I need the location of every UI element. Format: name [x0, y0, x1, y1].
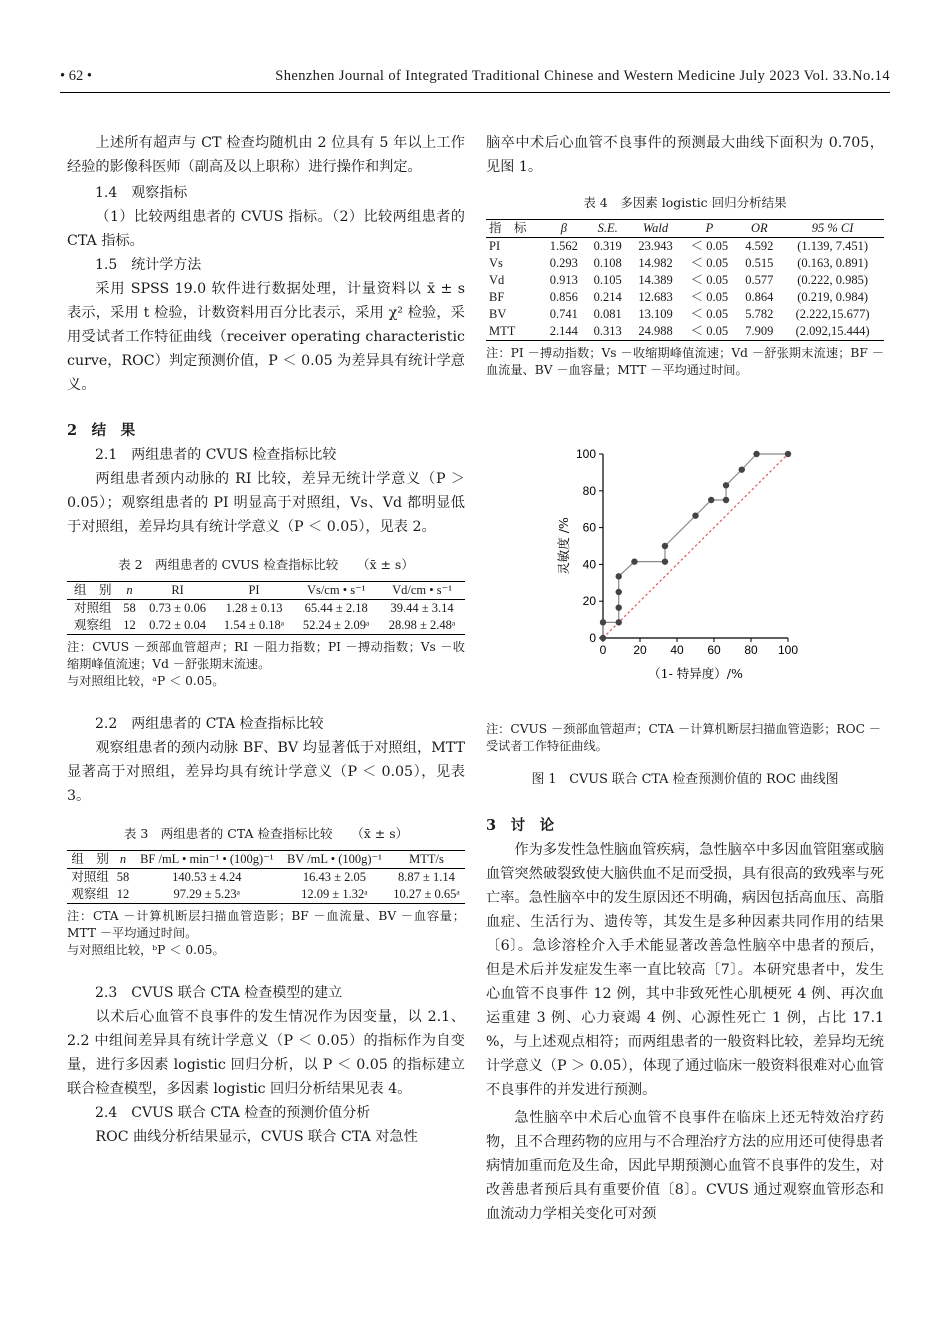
table-4: [486, 219, 884, 341]
para-2-2: 观察组患者的颈内动脉 BF、BV 均显著低于对照组，MTT 显著高于对照组，差异均具有统计学意义（P ＜ 0.05），见表 3。: [67, 740, 465, 804]
table-2-head-cell: Vs/cm • s⁻¹: [293, 582, 379, 600]
right-column: [486, 131, 884, 379]
roc-point: [662, 558, 668, 564]
table-cell: 28.98 ± 2.48ᵃ: [379, 617, 465, 635]
table-cell: 58: [116, 870, 130, 884]
roc-point: [739, 466, 745, 472]
table-cell: 65.44 ± 2.18: [304, 601, 368, 615]
para-1-5: 采用 SPSS 19.0 软件进行数据处理，计量资料以 x̄ ± s 表示，采用 t 检验，计数资料用百分比表示，采用 χ² 检验，采用受试者工作特征曲线（receiver operating characteristic curve，ROC）判定预测价值，P ＜ 0.05 为差异具有统计学意义。: [67, 281, 465, 393]
table-3-caption: 表 3 两组患者的 CTA 检查指标比较 （x̄ ± s）: [123, 826, 409, 841]
table-cell: 2.144: [542, 323, 586, 341]
table-2-note: 注：CVUS －颈部血管超声；RI －阻力指数；PI －搏动指数；Vs －收缩期峰值流速；Vd －舒张期末流速。: [67, 640, 465, 671]
heading-2: 2 结 果: [67, 422, 136, 439]
table-cell: (0.219, 0.984): [797, 290, 869, 304]
roc-point: [600, 635, 606, 641]
table-cell: ＜ 0.05: [681, 323, 737, 341]
table-cell: 10.27 ± 0.65ᵃ: [388, 886, 465, 904]
heading-2-1: 2.1 两组患者的 CVUS 检查指标比较: [95, 447, 337, 463]
table-cell: 对照组: [71, 870, 109, 884]
table-row: [67, 617, 465, 635]
roc-point: [616, 604, 622, 610]
heading-1-4: 1.4 观察指标: [95, 185, 188, 201]
x-tick-label: 20: [633, 643, 647, 657]
table-4-header: [486, 220, 884, 238]
table-cell: 观察组: [67, 617, 119, 635]
table-row: [486, 289, 884, 306]
table-cell: 0.293: [549, 256, 578, 270]
y-tick-label: 20: [582, 594, 596, 609]
table-cell: (1.139, 7.451): [797, 239, 869, 253]
table-3-note: 注：CTA －计算机断层扫描血管造影；BF －血流量、BV －血容量；MTT －平均通过时间。: [67, 909, 465, 940]
table-cell: BV: [489, 307, 507, 321]
y-tick-label: 80: [582, 483, 596, 498]
table-4-body: [486, 238, 884, 341]
figure-1-caption: 图 1 CVUS 联合 CTA 检查预测价值的 ROC 曲线图: [531, 772, 839, 787]
x-axis-label: （1- 特异度）/%: [648, 666, 743, 681]
y-tick-label: 40: [582, 557, 596, 572]
para-3a: 作为多发性急性脑血管疾病，急性脑卒中多因血管阻塞或脑血管突然破裂致使大脑供血不足而受损，具有很高的致残率与死亡率。急性脑卒中的发生原因还不明确，病因包括高血压、高脂血症、生活行为、遗传等，其发生是多种因素共同作用的结果〔6〕。急诊溶栓介入手术能显著改善急性脑卒中患者的预后，但是术后并发症发生率一直比较高〔7〕。本研究患者中，发生心血管不良事件 12 例，其中非致死性心肌梗死 4 例、再次血运重建 3 例、心力衰竭 4 例、心源性死亡 1 例，占比 17.1 %，与上述观点相符；而两组患者的一般资料比较，差异均无统计学意义（P ＞ 0.05），体现了通过临床一般资料很难对心血管不良事件的并发进行预测。: [486, 842, 884, 1098]
header-rule: [60, 92, 890, 93]
table-cell: 14.389: [638, 273, 673, 287]
table-4-head-cell: S.E.: [586, 220, 630, 238]
table-4-head-cell: P: [681, 220, 737, 238]
table-cell: 0.577: [745, 273, 774, 287]
table-cell: 0.913: [549, 273, 578, 287]
y-tick-label: 60: [582, 520, 596, 535]
table-2-notes: [67, 639, 465, 690]
table-2-head-cell: PI: [215, 582, 293, 600]
table-4-head-cell: 指 标: [486, 220, 542, 238]
table-3-head-cell: MTT/s: [388, 851, 465, 869]
x-tick-label: 80: [744, 643, 758, 657]
roc-point: [785, 451, 791, 457]
table-cell: 1.562: [549, 239, 578, 253]
table-cell: 0.864: [745, 290, 774, 304]
roc-point: [692, 512, 698, 518]
table-cell: 12: [119, 617, 141, 635]
table-row: [67, 869, 465, 887]
table-cell: (2.092,15.444): [781, 323, 884, 341]
table-cell: 97.29 ± 5.23ᵃ: [133, 886, 281, 904]
table-3-head-cell: BF /mL • min⁻¹ • (100g)⁻¹: [133, 851, 281, 869]
table-cell: 16.43 ± 2.05: [302, 870, 366, 884]
table-cell: ＜ 0.05: [690, 307, 729, 321]
para-3b: 急性脑卒中术后心血管不良事件在临床上还无特效治疗药物，且不合理药物的应用与不合理治疗方法的应用还可使得患者病情加重而危及生命，因此早期预测心血管不良事件的发生，对改善患者预后具有重要价值〔8〕。CVUS 通过观察血管形态和血流动力学相关变化可对颈: [486, 1110, 884, 1222]
table-cell: 7.909: [737, 323, 781, 341]
table-cell: 24.988: [630, 323, 682, 341]
table-2-head-cell: Vd/cm • s⁻¹: [379, 582, 465, 600]
reference-line: [603, 454, 788, 638]
table-2-head-cell: 组 别: [67, 582, 119, 600]
x-tick-label: 100: [777, 643, 799, 657]
roc-point: [616, 619, 622, 625]
table-cell: (0.163, 0.891): [797, 256, 869, 270]
table-cell: PI: [489, 239, 501, 253]
table-cell: 58: [123, 601, 136, 615]
table-2-note-sig: 与对照组比较，ᵃP ＜ 0.05。: [67, 674, 225, 688]
para-2-4: ROC 曲线分析结果显示，CVUS 联合 CTA 对急性: [95, 1129, 418, 1145]
x-tick-label: 40: [670, 643, 684, 657]
table-cell: ＜ 0.05: [690, 290, 729, 304]
table-cell: 13.109: [638, 307, 673, 321]
table-3-head-cell: BV /mL • (100g)⁻¹: [281, 851, 388, 869]
table-cell: ＜ 0.05: [690, 239, 729, 253]
right-column-discussion: [486, 814, 884, 1226]
table-row: [486, 238, 884, 256]
table-cell: 52.24 ± 2.09ᵃ: [293, 617, 379, 635]
para-1-4: （1）比较两组患者的 CVUS 指标。（2）比较两组患者的 CTA 指标。: [67, 209, 465, 249]
table-cell: 0.856: [549, 290, 578, 304]
table-4-head-cell: Wald: [630, 220, 682, 238]
table-cell: 1.54 ± 0.18ᵃ: [215, 617, 293, 635]
x-tick-label: 60: [707, 643, 721, 657]
roc-point: [616, 573, 622, 579]
table-4-head-cell: OR: [737, 220, 781, 238]
table-cell: 观察组: [67, 886, 113, 904]
y-tick-label: 0: [589, 631, 596, 645]
table-row: [486, 255, 884, 272]
table-4-head-cell: 95 % CI: [781, 220, 884, 238]
table-3-head-cell: 组 别: [67, 851, 113, 869]
table-cell: 12: [113, 886, 133, 904]
table-cell: 0.73 ± 0.06: [149, 601, 207, 615]
heading-3: 3 讨 论: [486, 817, 555, 834]
table-cell: 0.105: [593, 273, 622, 287]
table-cell: BF: [489, 290, 505, 304]
table-cell: 0.081: [593, 307, 622, 321]
table-2-head-cell: RI: [140, 582, 214, 600]
table-cell: ＜ 0.05: [690, 256, 729, 270]
table-row: [67, 600, 465, 618]
table-cell: 0.214: [593, 290, 622, 304]
table-3-header: [67, 851, 465, 869]
table-cell: 1.28 ± 0.13: [225, 601, 283, 615]
left-column: [67, 131, 465, 1149]
table-cell: 5.782: [745, 307, 774, 321]
table-cell: 0.72 ± 0.04: [140, 617, 214, 635]
table-4-notes: [486, 345, 884, 379]
roc-point: [662, 543, 668, 549]
page-number: • 62 •: [60, 68, 92, 84]
table-cell: 0.515: [745, 256, 774, 270]
roc-chart: [540, 440, 810, 690]
table-3-note-sig: 与对照组比较，ᵇP ＜ 0.05。: [67, 943, 225, 957]
roc-point: [600, 619, 606, 625]
table-cell: 对照组: [73, 601, 112, 615]
roc-point: [723, 482, 729, 488]
para-2-1: 两组患者颈内动脉的 RI 比较，差异无统计学意义（P ＞ 0.05）；观察组患者的 PI 明显高于对照组，Vs、Vd 都明显低于对照组，差异均具有统计学意义（P ＜ 0.05），见表 2。: [67, 471, 465, 535]
heading-2-4: 2.4 CVUS 联合 CTA 检查的预测价值分析: [95, 1105, 371, 1121]
table-cell: 23.943: [638, 239, 673, 253]
roc-point: [616, 589, 622, 595]
heading-1-5: 1.5 统计学方法: [95, 257, 202, 273]
table-cell: 0.313: [586, 323, 630, 341]
table-4-head-cell: β: [542, 220, 586, 238]
table-cell: 39.44 ± 3.14: [390, 601, 454, 615]
table-cell: Vs: [489, 256, 503, 270]
roc-point: [708, 497, 714, 503]
table-cell: 12.683: [638, 290, 673, 304]
table-cell: (2.222,15.677): [795, 307, 870, 321]
table-cell: 0.108: [593, 256, 622, 270]
table-2-caption: 表 2 两组患者的 CVUS 检查指标比较 （x̄ ± s）: [118, 557, 414, 572]
heading-2-3: 2.3 CVUS 联合 CTA 检查模型的建立: [95, 985, 343, 1001]
table-cell: 8.87 ± 1.14: [398, 870, 455, 884]
y-tick-label: 100: [575, 447, 596, 461]
journal-title: Shenzhen Journal of Integrated Traditional Chinese and Western Medicine July 2023 Vol. 33.No.14: [275, 68, 890, 84]
table-cell: 0.741: [549, 307, 578, 321]
para-left-0: 上述所有超声与 CT 检查均随机由 2 位具有 5 年以上工作经验的影像科医师（副高及以上职称）进行操作和判定。: [67, 135, 465, 175]
table-cell: 0.319: [593, 239, 622, 253]
table-row: [67, 886, 465, 904]
para-2-4-cont: 脑卒中术后心血管不良事件的预测最大曲线下面积为 0.705，见图 1。: [486, 135, 884, 175]
table-3: [67, 850, 465, 904]
table-cell: 14.982: [638, 256, 673, 270]
table-4-note: 注：PI －搏动指数；Vs －收缩期峰值流速；Vd －舒张期末流速；BF －血流量、BV －血容量；MTT －平均通过时间。: [486, 346, 884, 377]
roc-point: [753, 451, 759, 457]
roc-point: [631, 558, 637, 564]
roc-point: [723, 497, 729, 503]
table-cell: 12.09 ± 1.32ᵃ: [281, 886, 388, 904]
table-3-notes: [67, 908, 465, 959]
table-cell: (0.222, 0.985): [797, 273, 869, 287]
table-2: [67, 581, 465, 635]
table-cell: MTT: [486, 323, 542, 341]
para-2-3: 以术后心血管不良事件的发生情况作为因变量，以 2.1、2.2 中组间差异具有统计学意义（P ＜ 0.05）的指标作为自变量，进行多因素 logistic 回归分析，以 P ＜ 0.05 的指标建立联合检查模型，多因素 logistic 回归分析结果见表 4。: [67, 1009, 465, 1097]
table-2-header: [67, 582, 465, 600]
table-cell: Vd: [489, 273, 505, 287]
table-3-head-cell: n: [113, 851, 133, 869]
table-cell: 140.53 ± 4.24: [172, 870, 242, 884]
x-tick-label: 0: [599, 643, 607, 657]
table-row: [486, 323, 884, 341]
table-4-caption: 表 4 多因素 logistic 回归分析结果: [583, 195, 787, 210]
table-cell: ＜ 0.05: [690, 273, 729, 287]
table-row: [486, 272, 884, 289]
table-2-head-cell: n: [119, 582, 141, 600]
table-cell: 4.592: [745, 239, 774, 253]
figure-1-note: 注：CVUS －颈部血管超声；CTA －计算机断层扫描血管造影；ROC －受试者工作特征曲线。: [486, 722, 881, 753]
y-axis-label: 灵敏度 /%: [556, 517, 571, 575]
heading-2-2: 2.2 两组患者的 CTA 检查指标比较: [95, 716, 324, 732]
table-row: [486, 306, 884, 323]
